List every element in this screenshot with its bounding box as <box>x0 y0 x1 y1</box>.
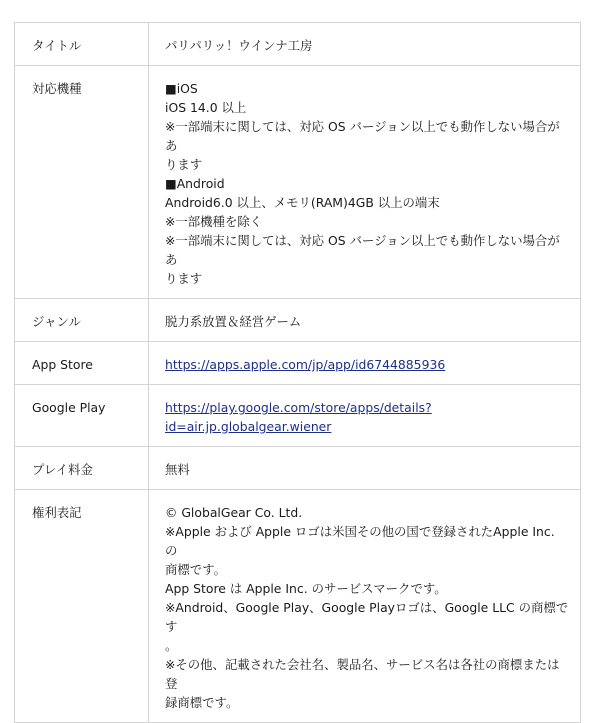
title-value-line: パリパリッ！ウインナ工房 <box>165 38 313 53</box>
app-store-value <box>149 342 581 385</box>
android-note-line-1: ※一部端末に関しては、対応 OS バージョン以上でも動作しない場合があ <box>165 233 560 267</box>
other-trademarks-line-2: 録商標です。 <box>165 695 239 710</box>
ios-heading: ■iOS <box>165 81 198 96</box>
genre-value <box>149 299 581 342</box>
play-fee-value <box>149 447 581 490</box>
row-supported-devices <box>15 66 581 299</box>
other-trademarks-line-1: ※その他、記載された会社名、製品名、サービス名は各社の商標または登 <box>165 657 560 691</box>
app-store-label: App Store <box>15 342 149 385</box>
row-copyright <box>15 490 581 723</box>
row-genre <box>15 299 581 342</box>
google-trademark-line-2: 。 <box>165 638 178 653</box>
supported-devices-value <box>149 66 581 299</box>
app-store-link[interactable]: https://apps.apple.com/jp/app/id6744885936 <box>165 357 446 372</box>
android-exclusion-note: ※一部機種を除く <box>165 214 263 229</box>
copyright-label: 権利表記 <box>15 490 149 723</box>
apple-trademark-line-1: ※Apple および Apple ロゴは米国その他の国で登録されたApple Inc. の <box>165 524 555 558</box>
copyright-holder: © GlobalGear Co. Ltd. <box>165 505 303 520</box>
app-store-service-mark: App Store は Apple Inc. のサービスマークです。 <box>165 581 447 596</box>
google-play-link-line-2[interactable]: id=air.jp.globalgear.wiener <box>165 419 332 434</box>
apple-trademark-line-2: 商標です。 <box>165 562 226 577</box>
google-play-link-line-1[interactable]: https://play.google.com/store/apps/details? <box>165 400 432 415</box>
genre-label: ジャンル <box>15 299 149 342</box>
android-heading: ■Android <box>165 176 225 191</box>
row-play-fee <box>15 447 581 490</box>
genre-value-line: 脱力系放置＆経営ゲーム <box>165 314 302 329</box>
copyright-value <box>149 490 581 723</box>
play-fee-label: プレイ料金 <box>15 447 149 490</box>
row-title <box>15 23 581 66</box>
supported-devices-label: 対応機種 <box>15 66 149 299</box>
title-value <box>149 23 581 66</box>
android-version: Android6.0 以上、メモリ(RAM)4GB 以上の端末 <box>165 195 440 210</box>
android-note-line-2: ります <box>165 271 203 286</box>
row-google-play <box>15 385 581 447</box>
info-table <box>14 22 581 723</box>
ios-version: iOS 14.0 以上 <box>165 100 247 115</box>
ios-note-line-2: ります <box>165 157 203 172</box>
play-fee-value-line: 無料 <box>165 462 190 477</box>
google-play-value <box>149 385 581 447</box>
google-trademark-line-1: ※Android、Google Play、Google Playロゴは、Google LLC の商標です <box>165 600 569 634</box>
row-app-store <box>15 342 581 385</box>
title-label: タイトル <box>15 23 149 66</box>
ios-note-line-1: ※一部端末に関しては、対応 OS バージョン以上でも動作しない場合があ <box>165 119 560 153</box>
google-play-label: Google Play <box>15 385 149 447</box>
